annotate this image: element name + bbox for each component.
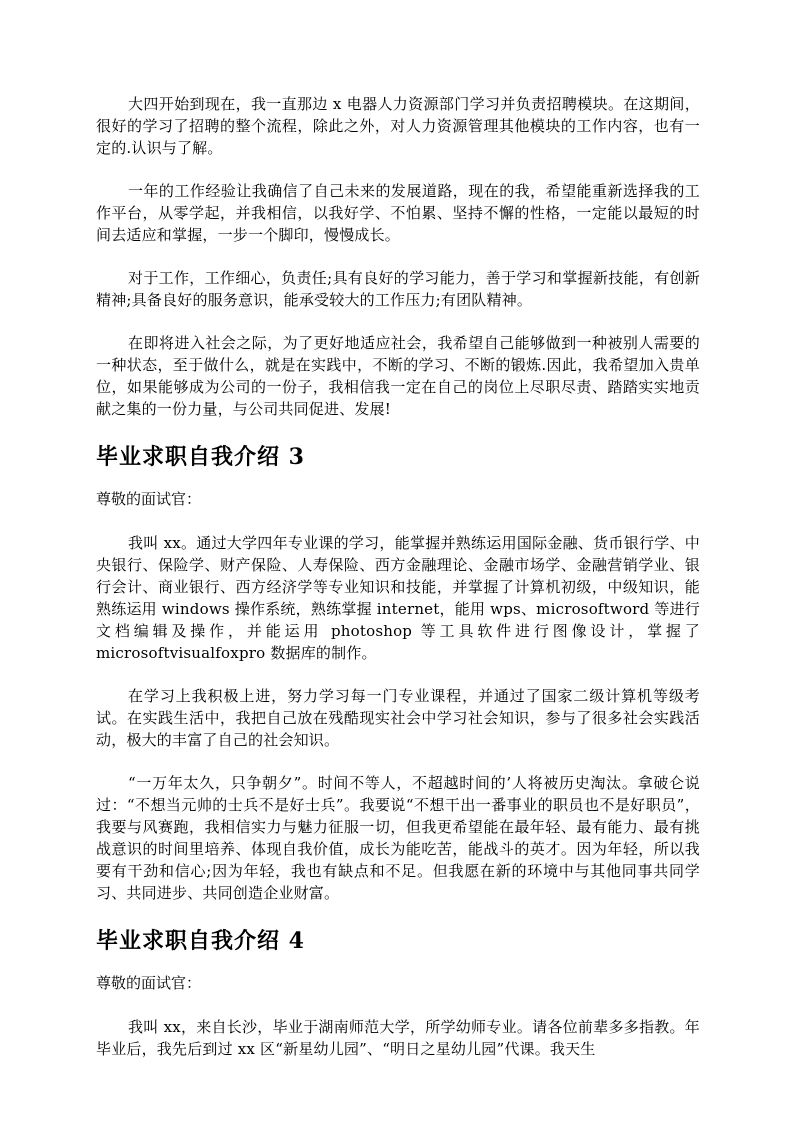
body-paragraph: 我叫 xx。通过大学四年专业课的学习，能掌握并熟练运用国际金融、货币银行学、中央银行、保险学、财产保险、人寿保险、西方金融理论、金融市场学、金融营销学业、银行会计、商业银行、西方经济学等专业知识和技能，并掌握了计算机初级，中级知识，能熟练运用 windows 操作系统，熟练掌握 internet，能用 wps、microsoftword 等进行文档编辑及操作，并能运用 photoshop 等工具软件进行图像设计，掌握了 microsoftvisualfoxpro 数据库的制作。 bbox=[96, 534, 700, 662]
body-paragraph: 对于工作，工作细心，负责任;具有良好的学习能力，善于学习和掌握新技能，有创新精神;具备良好的服务意识，能承受较大的工作压力;有团队精神。 bbox=[96, 269, 700, 309]
document-page bbox=[96, 93, 700, 1081]
body-paragraph: 我叫 xx，来自长沙，毕业于湖南师范大学，所学幼师专业。请各位前辈多多指教。年毕业后，我先后到过 xx 区“新星幼儿园”、“明日之星幼儿园”代课。我天生 bbox=[96, 1018, 700, 1058]
section-heading-3: 毕业求职自我介绍 3 bbox=[96, 444, 305, 470]
body-paragraph: 一年的工作经验让我确信了自己未来的发展道路，现在的我，希望能重新选择我的工作平台，从零学起，并我相信，以我好学、不怕累、坚持不懈的性格，一定能以最短的时间去适应和掌握，一步一个脚印，慢慢成长。 bbox=[96, 182, 700, 244]
section-heading-4: 毕业求职自我介绍 4 bbox=[96, 928, 305, 954]
body-paragraph: 在学习上我积极上进，努力学习每一门专业课程，并通过了国家二级计算机等级考试。在实践生活中，我把自己放在残酷现实社会中学习社会知识，参与了很多社会实践活动，极大的丰富了自己的社会知识。 bbox=[96, 687, 700, 749]
body-paragraph: “一万年太久，只争朝夕”。时间不等人，不超越时间的’人将被历史淘汰。拿破仑说过：“不想当元帅的士兵不是好士兵”。我要说“不想干出一番事业的职员也不是好职员”，我要与风赛跑，我相信实力与魅力征服一切，但我更希望能在最年轻、最有能力、最有挑战意识的时间里培养、体现自我价值，成长为能吃苦，能战斗的英才。因为年轻，所以我要有干劲和信心;因为年轻，我也有缺点和不足。但我愿在新的环境中与其他同事共同学习、共同进步、共同创造企业财富。 bbox=[96, 774, 700, 902]
salutation: 尊敬的面试官： bbox=[96, 490, 202, 508]
salutation: 尊敬的面试官： bbox=[96, 974, 202, 992]
body-paragraph: 大四开始到现在，我一直那边 x 电器人力资源部门学习并负责招聘模块。在这期间，很好的学习了招聘的整个流程，除此之外，对人力资源管理其他模块的工作内容，也有一定的.认识与了解。 bbox=[96, 95, 700, 157]
body-paragraph: 在即将进入社会之际，为了更好地适应社会，我希望自己能够做到一种被别人需要的一种状态，至于做什么，就是在实践中，不断的学习、不断的锻炼.因此，我希望加入贵单位，如果能够成为公司的一份子，我相信我一定在自己的岗位上尽职尽责、踏踏实实地贡献之集的一份力量，与公司共同促进、发展! bbox=[96, 334, 700, 418]
